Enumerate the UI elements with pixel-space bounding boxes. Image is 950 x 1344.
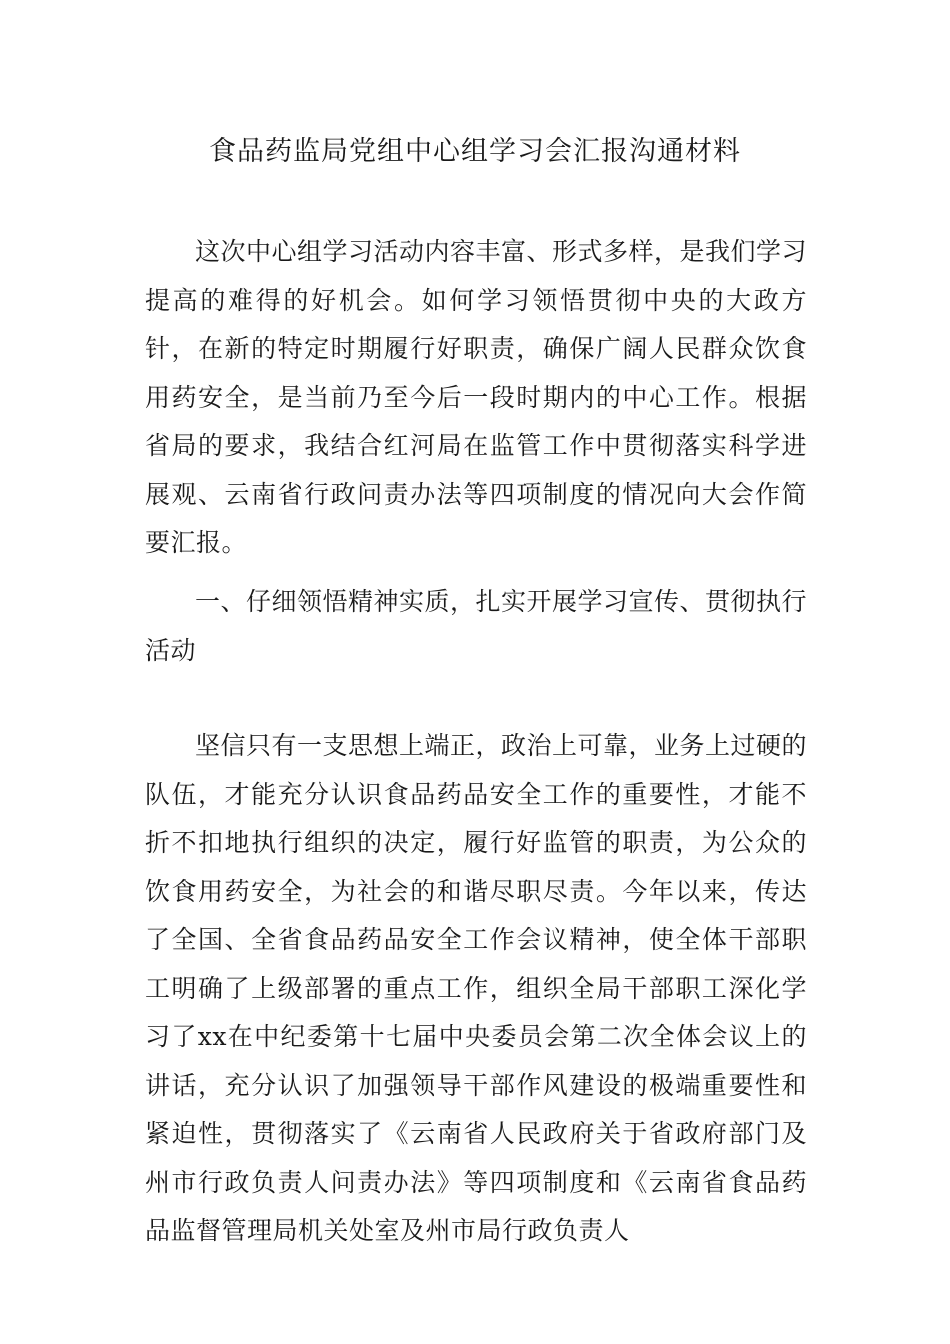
paragraph-intro: 这次中心组学习活动内容丰富、形式多样，是我们学习提高的难得的好机会。如何学习领悟贯彻中央的大政方针，在新的特定时期履行好职责，确保广阔人民群众饮食用药安全，是当前乃至今后一段时期内的中心工作。根据省局的要求，我结合红河局在监管工作中贯彻落实科学进展观、云南省行政问责办法等四项制度的情况向大会作简要汇报。	[145, 237, 808, 557]
document-title: 食品药监局党组中心组学习会汇报沟通材料	[209, 136, 741, 167]
section-heading-1: 一、仔细领悟精神实质，扎实开展学习宣传、贯彻执行活动	[145, 587, 808, 665]
paragraph-body: 坚信只有一支思想上端正，政治上可靠，业务上过硬的队伍，才能充分认识食品药品安全工作的重要性，才能不折不扣地执行组织的决定，履行好监管的职责，为公众的饮食用药安全，为社会的和谐尽职尽责。今年以来，传达了全国、全省食品药品安全工作会议精神，使全体干部职工明确了上级部署的重点工作，组织全局干部职工深化学习了xx在中纪委第十七届中央委员会第二次全体会议上的讲话，充分认识了加强领导干部作风建设的极端重要性和紧迫性，贯彻落实了《云南省人民政府关于省政府部门及州市行政负责人问责办法》等四项制度和《云南省食品药品监督管理局机关处室及州市局行政负责人	[145, 731, 808, 1245]
